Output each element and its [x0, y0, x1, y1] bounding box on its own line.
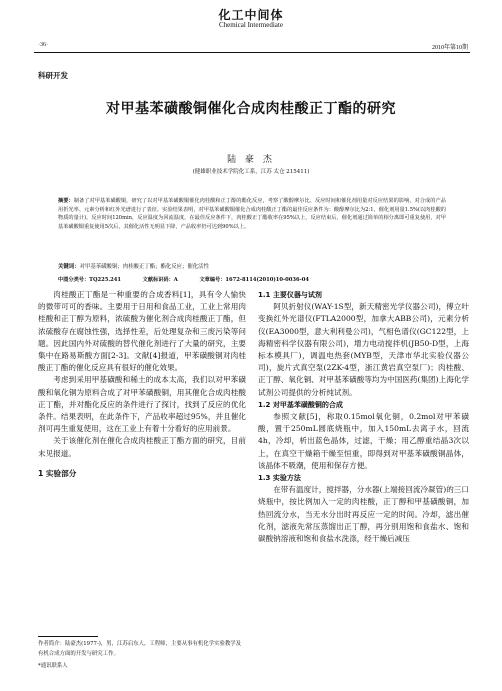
issue-info: 2010年第10期: [431, 45, 468, 51]
journal-name-cn: 化工中间体: [218, 8, 284, 22]
corresponding-author: *通讯联系人: [38, 663, 68, 669]
abstract: [58, 197, 446, 232]
article-title: 对甲基苯磺酸铜催化合成肉桂酸正丁酯的研究: [106, 101, 396, 117]
keywords-label: 关键词：: [58, 264, 80, 270]
instruments-paragraph: 阿贝折射仪(WAY-1S型，新天精密光学仪器公司)，傅立叶变换红外光谱仪(FTLA2000型，加拿大ABB公司)，元素分析仪(EA3000型，意大利利曼公司)，气相色谱仪(GC122型，上海精密科学仪器有限公司)，增力电动搅拌机(JB50-D型，上海标本模具厂)，调温电热套(MYB型，天津市华北实验仪器公司)，旋片式真空泵(2ZK-4型，浙江黄岩真空泵厂)；肉桂酸、正丁醇、氧化铜、对甲基苯磺酸等均为中国医药(集团)上海化学试剂公司提供的分析纯试剂。: [258, 302, 469, 397]
catalyst-synthesis-paragraph: 参照文献[5]，称取0.15mol氧化铜，0.2mol对甲苯磺酸，置于250mL圆底烧瓶中，加入150mL去离子水，回流4h，冷却，析出蓝色晶体，过滤，干燥；用乙醇重结晶3次以上，在真空干燥箱干燥至恒重，即得到对甲基苯磺酸铜晶体，该晶体不吸潮，使用和保存方便。: [258, 412, 469, 470]
header-rule: [34, 52, 470, 53]
intro-paragraph-1: 肉桂酸正丁酯是一种重要的合成香料[1]，具有令人愉快的微带可可的香味。主要用于日用和食品工业，工业上常用肉桂酸和正丁醇为原料，浓硫酸为催化剂合成肉桂酸正丁酯，但浓硫酸存在腐蚀性强，选择性差，后处理复杂和三废污染等问题。因此国内外对硫酸的替代催化剂进行了大量的研究，主要集中在路易斯酸方面[2-3]。文献[4]报道，甲苯磺酸铜对肉桂酸正丁酯的催化反应具有很好的催化效果。: [38, 290, 246, 373]
section-tag: 科研开发: [38, 71, 68, 80]
abstract-label: 摘要：: [58, 198, 74, 204]
keywords-text: 对甲基苯磺酸铜；肉桂酸正丁酯；酯化反应；催化活性: [79, 264, 209, 270]
article-number: 文章编号：1672-8114(2010)10-0036-04: [199, 277, 309, 283]
document-code: 文献标识码：A: [142, 277, 178, 283]
left-column: [38, 289, 246, 480]
keywords: [58, 262, 446, 270]
heading-method: 1.3 实验方法: [258, 474, 301, 483]
author-name: 陆 豪 杰: [227, 155, 275, 165]
author-affiliation: (健雄职业技术学院化工系，江苏 太仓 215411): [192, 169, 310, 175]
footnote-rule: [38, 636, 98, 637]
footnote: [38, 640, 246, 672]
intro-paragraph-3: 关于该催化剂在催化合成肉桂酸正丁酯方面的研究，目前未见报道。: [38, 436, 246, 458]
heading-experimental: 1 实验部分: [38, 468, 77, 478]
author-bio: 作者简介：陆豪杰(1977-)，男，江苏启东人，工程师，主要从事有机化学实验教学及有机合成方面的开发与研究工作。: [38, 641, 242, 657]
abstract-text: 制备了对甲基苯磺酸铜，研究了以对甲基苯磺酸铜催化肉桂酸和正丁醇的酯化反应，考察了酸醇摩尔比、反应时间和催化剂用量对反应结果的影响，对合成的产品用折光率、元素分析和红外光谱进行了表征。实验结果表明，对甲基苯磺酸铜催化合成肉桂酸正丁酯的最佳反应条件为：酸醇摩尔比为2:1，催化剂用量1.5%(以肉桂酸的物质的量计)，反应时间120min，反应温度为回流温度，在最佳反应条件下，肉桂酸正丁酯收率在95%以上，反应结束后，催化剂通过简单的相分离即可重复使用，对甲基苯磺酸铜重复使用5次后，其催化活性无明显下降，产品收率仍可达到90%以上。: [58, 198, 446, 231]
page-number: ·36·: [38, 42, 48, 48]
journal-name-en: Chemical Intermediate: [219, 21, 283, 29]
heading-instruments: 1.1 主要仪器与试剂: [258, 291, 322, 299]
intro-paragraph-2: 考虑到采用甲基磺酸和稀土的成本太高，我们以对甲苯磺酸和氧化铜为原料合成了对甲苯磺酸铜，用其催化合成肉桂酸正丁酯，并对酯化反应的条件进行了探讨，找到了反应的优化条件。结果表明，在此条件下，产品收率超过95%，并且催化剂可再生重复使用，这在工业上有着十分看好的应用前景。: [38, 375, 246, 434]
heading-catalyst-synthesis: 1.2 对甲基苯磺酸铜的合成: [258, 400, 343, 409]
classification-line: [58, 276, 446, 283]
clc-code: 中图分类号：TQ225.241: [58, 277, 121, 283]
right-column: [258, 289, 469, 545]
method-paragraph: 在带有温度计，搅拌器，分水器(上端接回流冷凝管)的三口烧瓶中，按比例加入一定的肉桂酸，正丁醇和甲基磺酸铜，加热回流分水，当无水分出时再反应一定的时间。冷却，滤出催化剂，滤液先常压蒸馏出正丁醇，再分别用饱和食盐水、饱和碳酸钠溶液和饱和食盐水洗涤，经干燥后减压: [258, 485, 469, 544]
